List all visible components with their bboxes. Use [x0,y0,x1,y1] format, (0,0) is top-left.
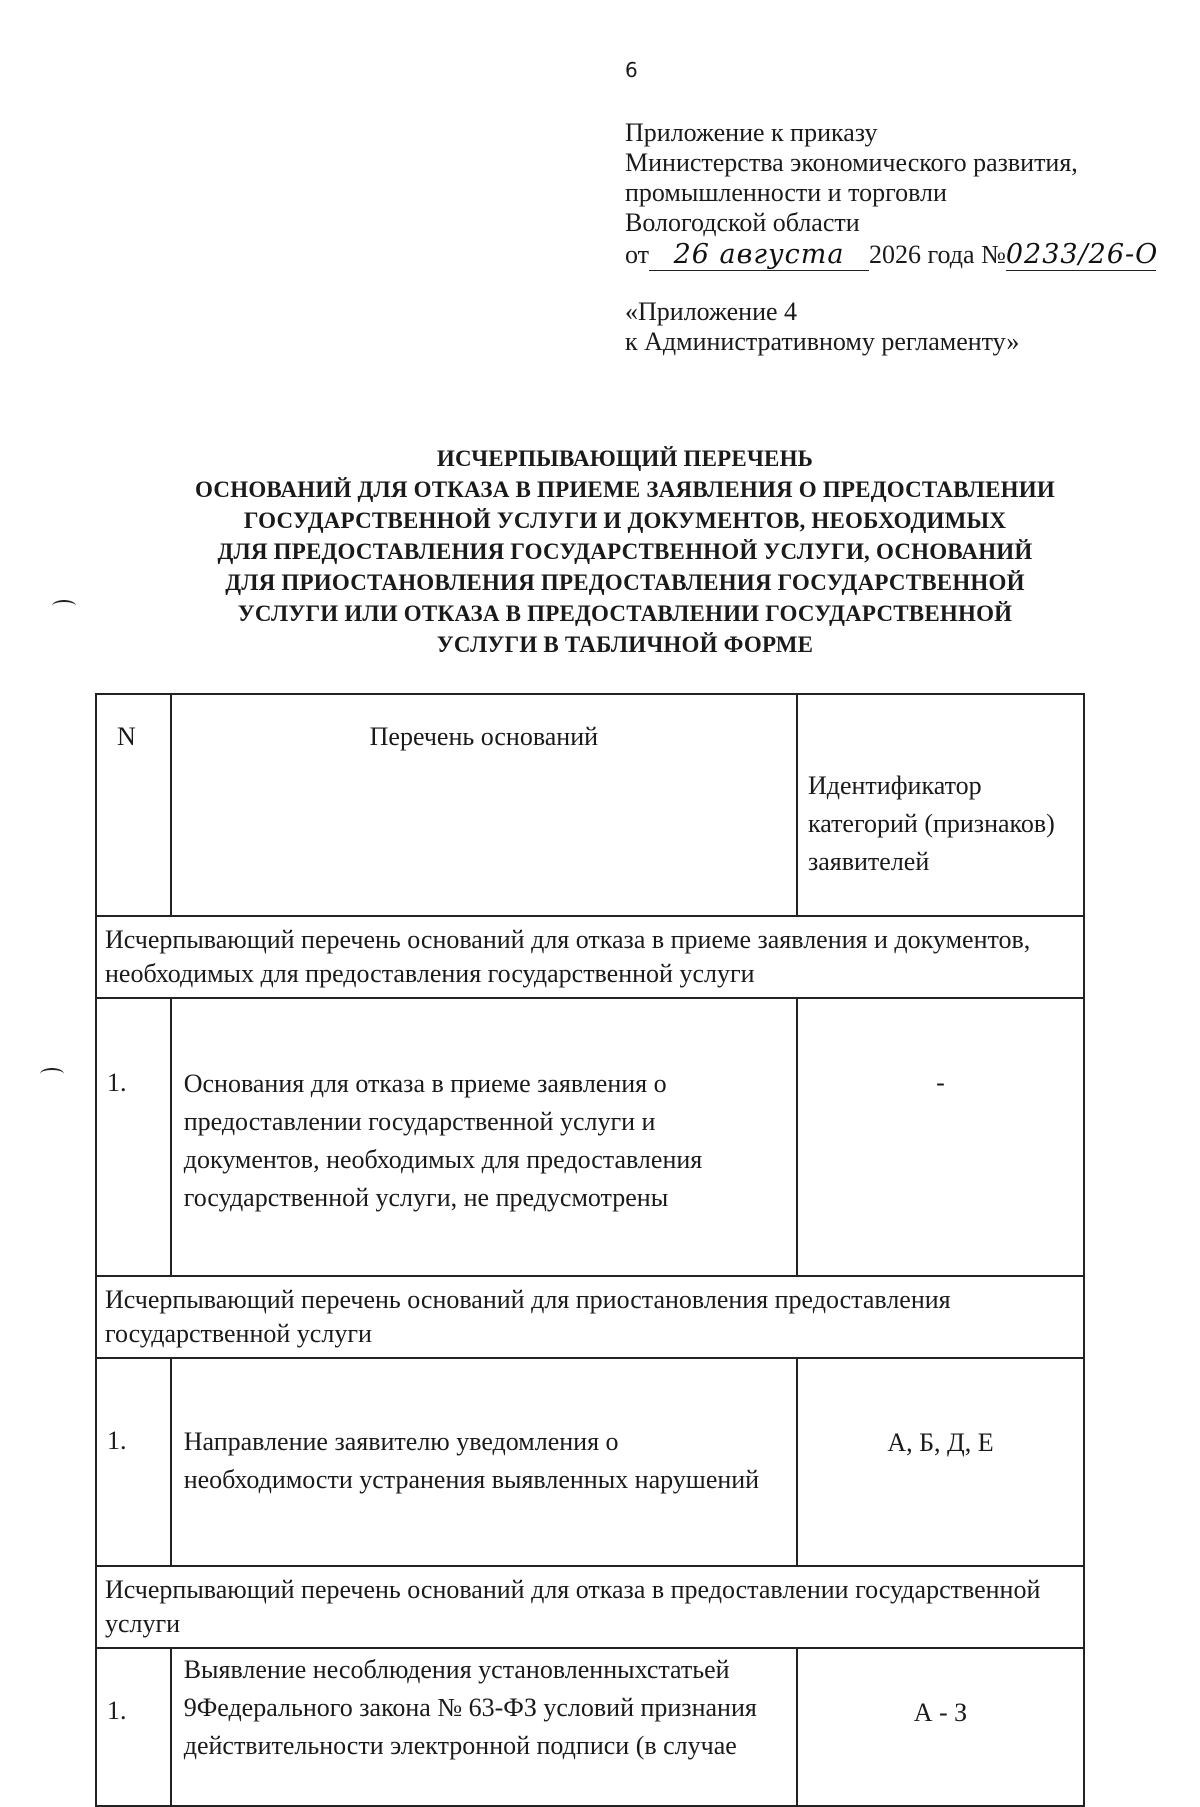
order-date-line [625,240,1185,271]
section-heading: Исчерпывающий перечень оснований для отказа в приеме заявления и документов, необходимых для предоставления государственной услуги [96,916,1084,998]
margin-scan-mark [52,600,76,612]
order-prefix: от [625,240,650,269]
table-row [96,1358,1084,1566]
section-heading-row [96,1276,1084,1358]
document-title [130,443,1120,660]
table-row [96,998,1084,1276]
order-date-handwritten: 26 августа [673,239,845,270]
row-number: 1. [96,1648,171,1806]
table-row [96,1648,1084,1806]
section-heading: Исчерпывающий перечень оснований для приостановления предоставления государственной услуги [96,1276,1084,1358]
title-line: ГОСУДАРСТВЕННОЙ УСЛУГИ И ДОКУМЕНТОВ, НЕОБХОДИМЫХ [243,508,1007,533]
header-n: N [96,694,171,916]
reference-line-1: «Приложение 4 [625,297,798,326]
reference-block [625,297,1185,357]
row-text: Основания для отказа в приеме заявления о предоставлении государственной услуги и документов, необходимых для предоставления государственной услуги, не предусмотрены [171,998,797,1276]
table-header-row [96,694,1084,916]
order-year-text: 2026 года № [869,240,1006,269]
section-heading-row [96,916,1084,998]
page-number: 6 [625,58,638,82]
order-number-handwritten: 0233/26-О [1005,239,1159,270]
appendix-line-1: Приложение к приказу [625,118,878,147]
title-line: ДЛЯ ПРИОСТАНОВЛЕНИЯ ПРЕДОСТАВЛЕНИЯ ГОСУДАРСТВЕННОЙ [225,570,1025,595]
section-heading: Исчерпывающий перечень оснований для отказа в предоставлении государственной услуги [96,1566,1084,1648]
appendix-line-2: Министерства экономического развития, [625,148,1078,177]
row-text: Направление заявителю уведомления о необходимости устранения выявленных нарушений [171,1358,797,1566]
grounds-table [95,693,1085,1807]
header-id: Идентификатор категорий (признаков) заявителей [797,694,1084,916]
row-identifier: А, Б, Д, Е [797,1358,1084,1566]
appendix-line-4: Вологодской области [625,208,860,237]
appendix-block [625,118,1185,357]
title-line: ДЛЯ ПРЕДОСТАВЛЕНИЯ ГОСУДАРСТВЕННОЙ УСЛУГИ, ОСНОВАНИЙ [217,539,1033,564]
row-identifier: А - З [797,1648,1084,1806]
row-number: 1. [96,1358,171,1566]
header-list: Перечень оснований [171,694,797,916]
title-line: УСЛУГИ В ТАБЛИЧНОЙ ФОРМЕ [436,632,814,657]
row-text: Выявление несоблюдения установленныхстатьей 9Федерального закона № 63-ФЗ условий признания действительности электронной подписи (в случае [171,1648,797,1806]
row-identifier: - [797,998,1084,1276]
order-number-field [1005,239,1159,271]
title-line: ИСЧЕРПЫВАЮЩИЙ ПЕРЕЧЕНЬ [436,446,814,471]
section-heading-row [96,1566,1084,1648]
title-line: УСЛУГИ ИЛИ ОТКАЗА В ПРЕДОСТАВЛЕНИИ ГОСУДАРСТВЕННОЙ [237,601,1013,626]
appendix-line-3: промышленности и торговли [625,178,947,207]
title-line: ОСНОВАНИЙ ДЛЯ ОТКАЗА В ПРИЕМЕ ЗАЯВЛЕНИЯ О ПРЕДОСТАВЛЕНИИ [195,477,1055,502]
margin-scan-mark [40,1068,64,1080]
reference-line-2: к Административному регламенту» [625,327,1020,356]
row-number: 1. [96,998,171,1276]
order-date-field [649,240,869,271]
